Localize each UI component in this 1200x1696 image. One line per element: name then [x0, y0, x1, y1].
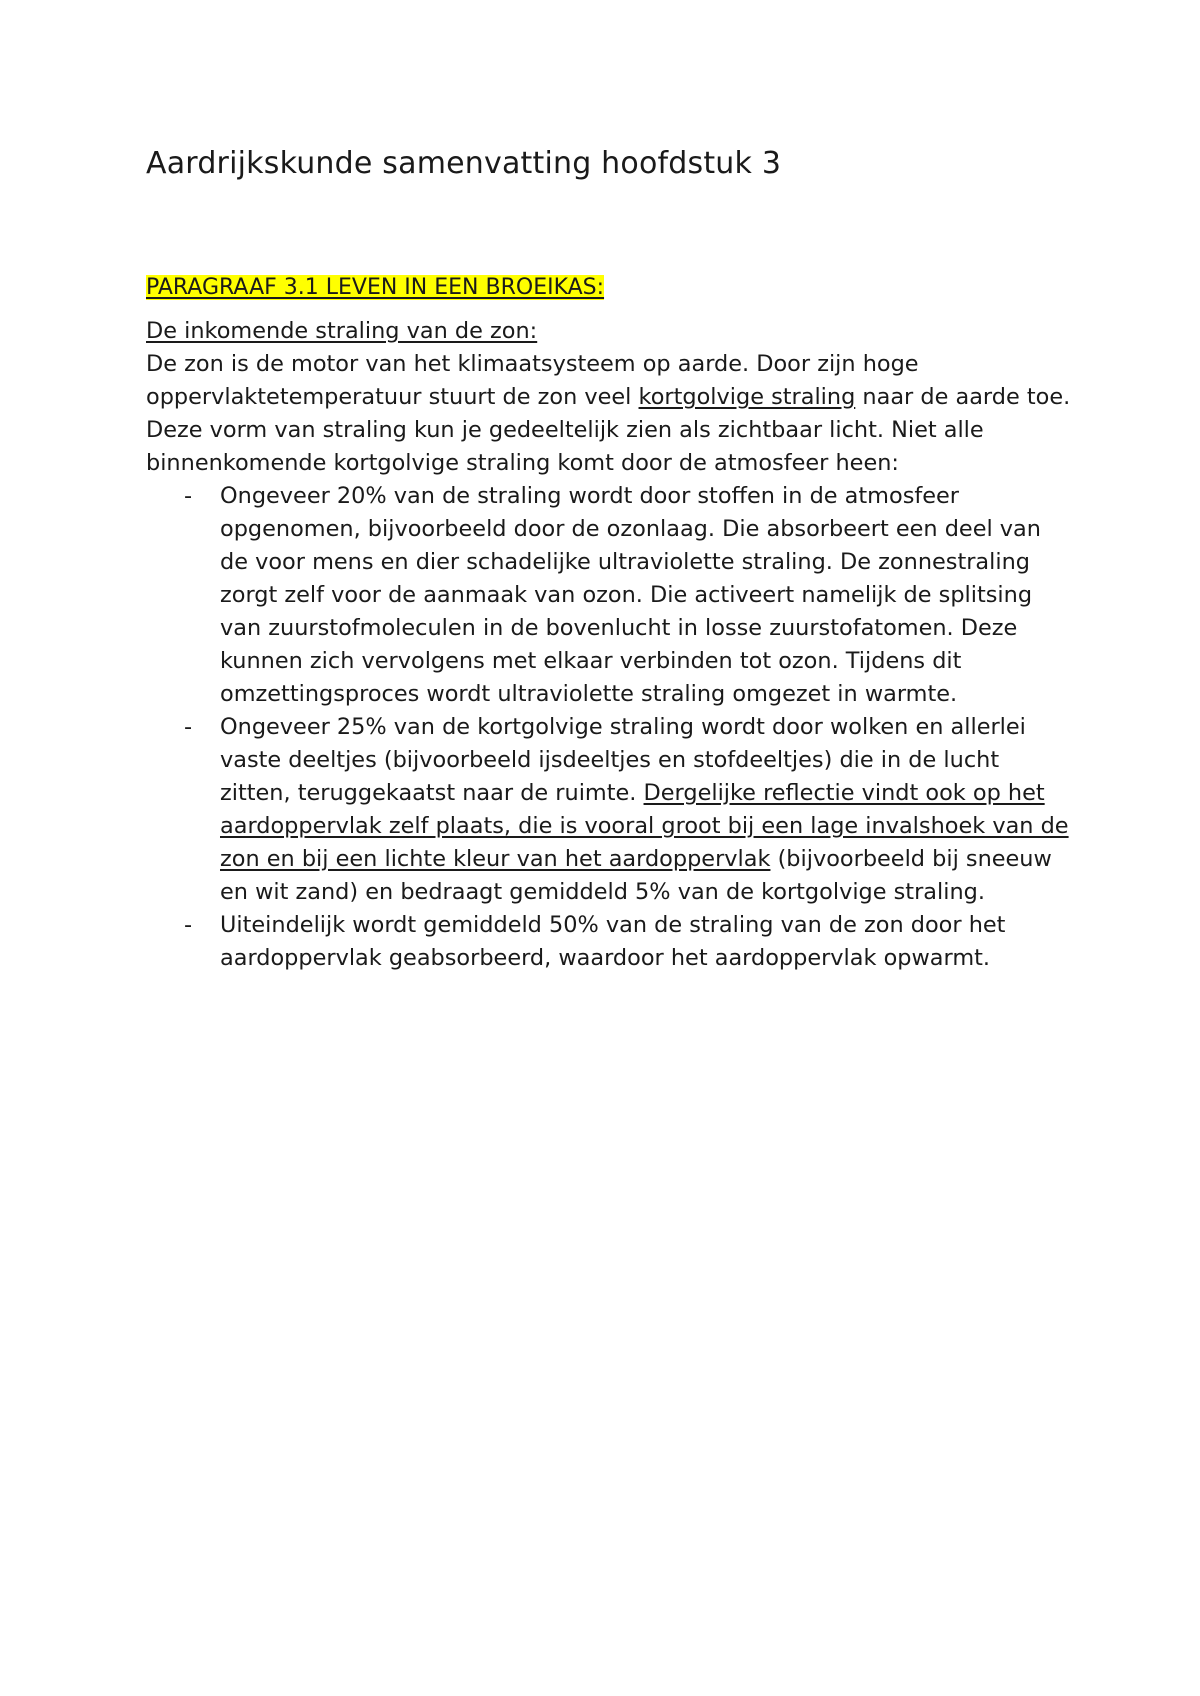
list-item	[146, 909, 1076, 975]
subheading: De inkomende straling van de zon:	[146, 318, 538, 344]
document-body	[146, 315, 1076, 975]
paragraph-1-text-after: naar de aarde toe.	[855, 384, 1071, 410]
list-item-text: Ongeveer 20% van de straling wordt door stoffen in de atmosfeer opgenomen, bijvoorbeeld door de ozonlaag. Die absorbeert een deel van de voor mens en dier schadelijke ultraviolette straling. De zonnestraling zorgt zelf voor de aanmaak van ozon. Die activeert namelijk de splitsing van zuurstofmoleculen in de bovenlucht in losse zuurstofatomen. Deze kunnen zich vervolgens met elkaar verbinden tot ozon. Tijdens dit omzettingsproces wordt ultraviolette straling omgezet in warmte.	[220, 483, 1041, 707]
section-heading	[146, 272, 1076, 303]
paragraph-2: Deze vorm van straling kun je gedeeltelijk zien als zichtbaar licht. Niet alle binnenkomende kortgolvige straling komt door de atmosfeer heen:	[146, 417, 984, 476]
paragraph-1	[146, 348, 1076, 414]
paragraph-1-underlined-term: kortgolvige straling	[638, 384, 856, 410]
highlighted-section-heading: PARAGRAAF 3.1 LEVEN IN EEN BROEIKAS:	[146, 275, 605, 300]
list-item-text-before: Ongeveer 25% van de kortgolvige straling wordt door wolken en allerlei vaste deeltjes (bijvoorbeeld ijsdeeltjes en stofdeeltjes) die in de lucht zitten, teruggekaatst naar de ruimte.	[220, 714, 1026, 806]
list-item	[146, 480, 1076, 711]
document-title: Aardrijkskunde samenvatting hoofdstuk 3	[146, 146, 782, 181]
bullet-dash: -	[184, 714, 193, 740]
bullet-dash: -	[184, 912, 193, 938]
bullet-dash: -	[184, 483, 193, 509]
list-item-text-after: (bijvoorbeeld bij sneeuw en wit zand) en bedraagt gemiddeld 5% van de kortgolvige straling.	[220, 846, 1052, 905]
list-item	[146, 711, 1076, 909]
list-item-underlined-text: Dergelijke reflectie vindt ook op het aardoppervlak zelf plaats, die is vooral groot bij een lage invalshoek van de zon en bij een lichte kleur van het aardoppervlak	[220, 780, 1069, 872]
list-item-text: Uiteindelijk wordt gemiddeld 50% van de straling van de zon door het aardoppervlak geabsorbeerd, waardoor het aardoppervlak opwarmt.	[220, 912, 1006, 971]
document-content	[146, 144, 1076, 975]
bullet-list	[146, 480, 1076, 975]
paragraph-1-text-before: De zon is de motor van het klimaatsysteem op aarde. Door zijn hoge oppervlaktetemperatuur stuurt de zon veel	[146, 351, 919, 410]
